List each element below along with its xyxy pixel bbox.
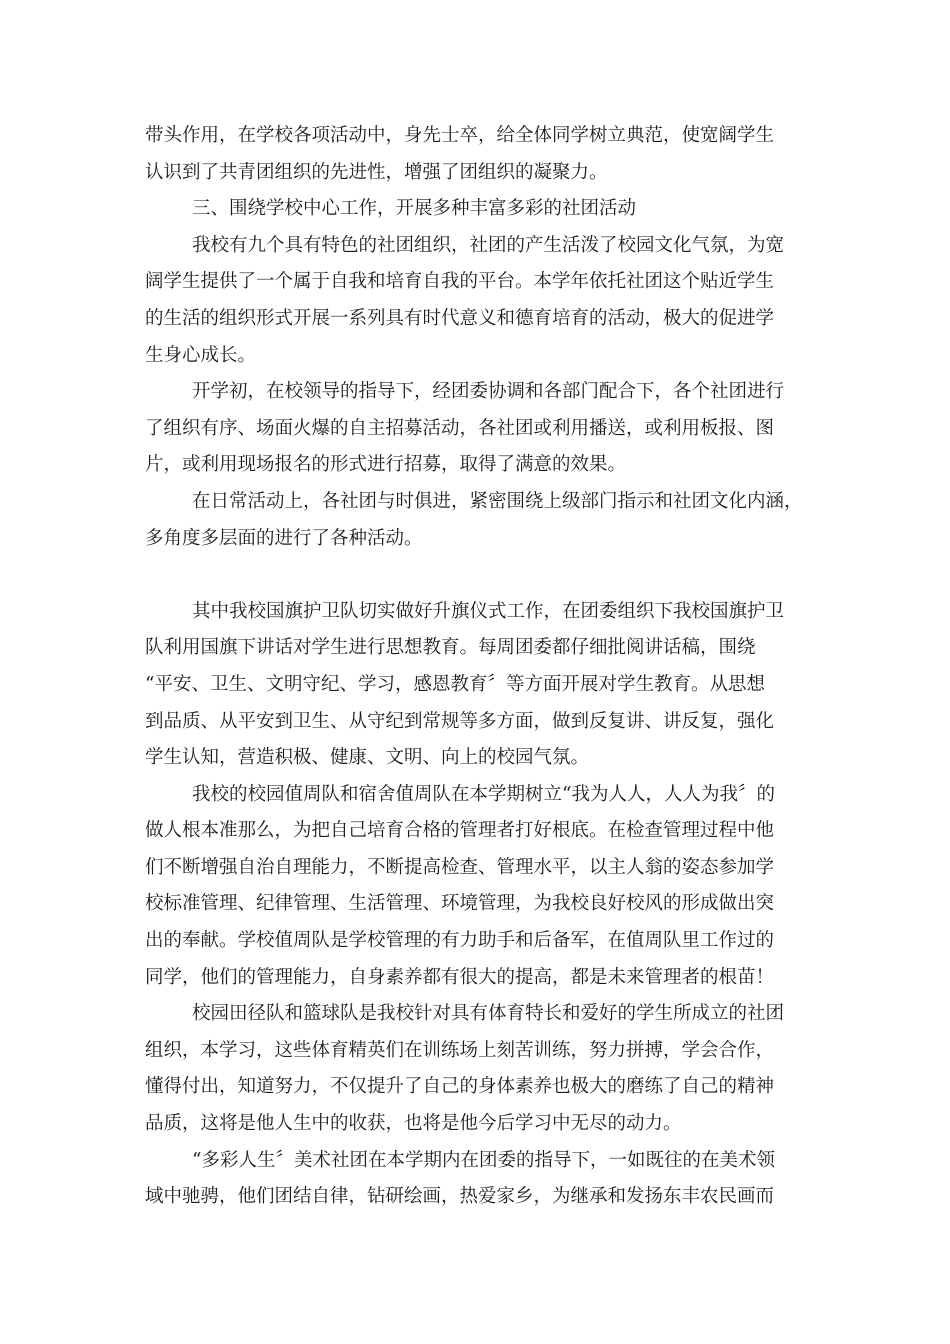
text-line: 队利用国旗下讲话对学生进行思想教育。每周团委都仔细批阅讲话稿，围绕 [145, 637, 756, 659]
text-line: 三、围绕学校中心工作，开展多种丰富多彩的社团活动 [192, 198, 637, 220]
text-line: 的生活的组织形式开展一系列具有时代意义和德育培育的活动，极大的促进学 [145, 307, 775, 329]
text-line: 校标准管理、纪律管理、生活管理、环境管理，为我校良好校风的形成做出突 [145, 893, 775, 915]
text-line: 片，或利用现场报名的形式进行招募，取得了满意的效果。 [145, 454, 627, 476]
text-line: 开学初，在校领导的指导下，经团委协调和各部门配合下，各个社团进行 [192, 381, 785, 403]
text-line: “平安、卫生、文明守纪、学习，感恩教育〞等方面开展对学生教育。从思想 [145, 673, 765, 695]
text-line: 到品质、从平安到卫生、从守纪到常规等多方面，做到反复讲、讲反复，强化 [145, 710, 775, 732]
text-line: 带头作用，在学校各项活动中，身先士卒，给全体同学树立典范，使宽阔学生 [145, 125, 775, 146]
text-line: 同学，他们的管理能力，自身素养都有很大的提高，都是未来管理者的根苗！ [145, 966, 775, 988]
text-line: 我校有九个具有特色的社团组织，社团的产生活泼了校园文化气氛，为宽 [192, 234, 785, 256]
text-line: 做人根本准那么，为把自己培育合格的管理者打好根底。在检查管理过程中他 [145, 820, 775, 842]
text-line: 懂得付出，知道努力，不仅提升了自己的身体素养也极大的磨练了自己的精神 [145, 1076, 775, 1098]
blank-line [145, 557, 815, 594]
text-line: 学生认知，营造积极、健康、文明、向上的校园气氛。 [145, 747, 590, 769]
text-line: 我校的校园值周队和宿舍值周队在本学期树立“我为人人，人人为我〞的 [192, 783, 775, 805]
text-line: 其中我校国旗护卫队切实做好升旗仪式工作，在团委组织下我校国旗护卫 [192, 600, 785, 622]
text-line: 阔学生提供了一个属于自我和培育自我的平台。本学年依托社团这个贴近学生 [145, 271, 775, 293]
text-line: 品质，这将是他人生中的收获，也将是他今后学习中无尽的动力。 [145, 1113, 682, 1135]
text-line: 出的奉献。学校值周队是学校管理的有力助手和后备军，在值周队里工作过的 [145, 930, 775, 952]
text-line: “多彩人生〞美术社团在本学期内在团委的指导下，一如既往的在美术领 [192, 1149, 775, 1171]
text-line: 域中驰骋，他们团结自律，钻研绘画，热爱家乡，为继承和发扬东丰农民画而 [145, 1186, 775, 1208]
text-line: 组织，本学习，这些体育精英们在训练场上刻苦训练，努力拼搏，学会合作， [145, 1039, 775, 1061]
text-line: 了组织有序、场面火爆的自主招募活动，各社团或利用播送，或利用板报、图 [145, 417, 775, 439]
text-line: 多角度多层面的进行了各种活动。 [145, 527, 423, 549]
document-page [145, 118, 815, 1216]
text-line: 校园田径队和篮球队是我校针对具有体育特长和爱好的学生所成立的社团 [192, 1003, 785, 1025]
text-line: 们不断增强自治自理能力，不断提高检查、管理水平，以主人翁的姿态参加学 [145, 856, 775, 878]
text-line: 认识到了共青团组织的先进性，增强了团组织的凝聚力。 [145, 161, 608, 183]
text-line: 在日常活动上，各社团与时俱进，紧密围绕上级部门指示和社团文化内涵， [192, 490, 803, 512]
text-line: 生身心成长。 [145, 344, 257, 366]
